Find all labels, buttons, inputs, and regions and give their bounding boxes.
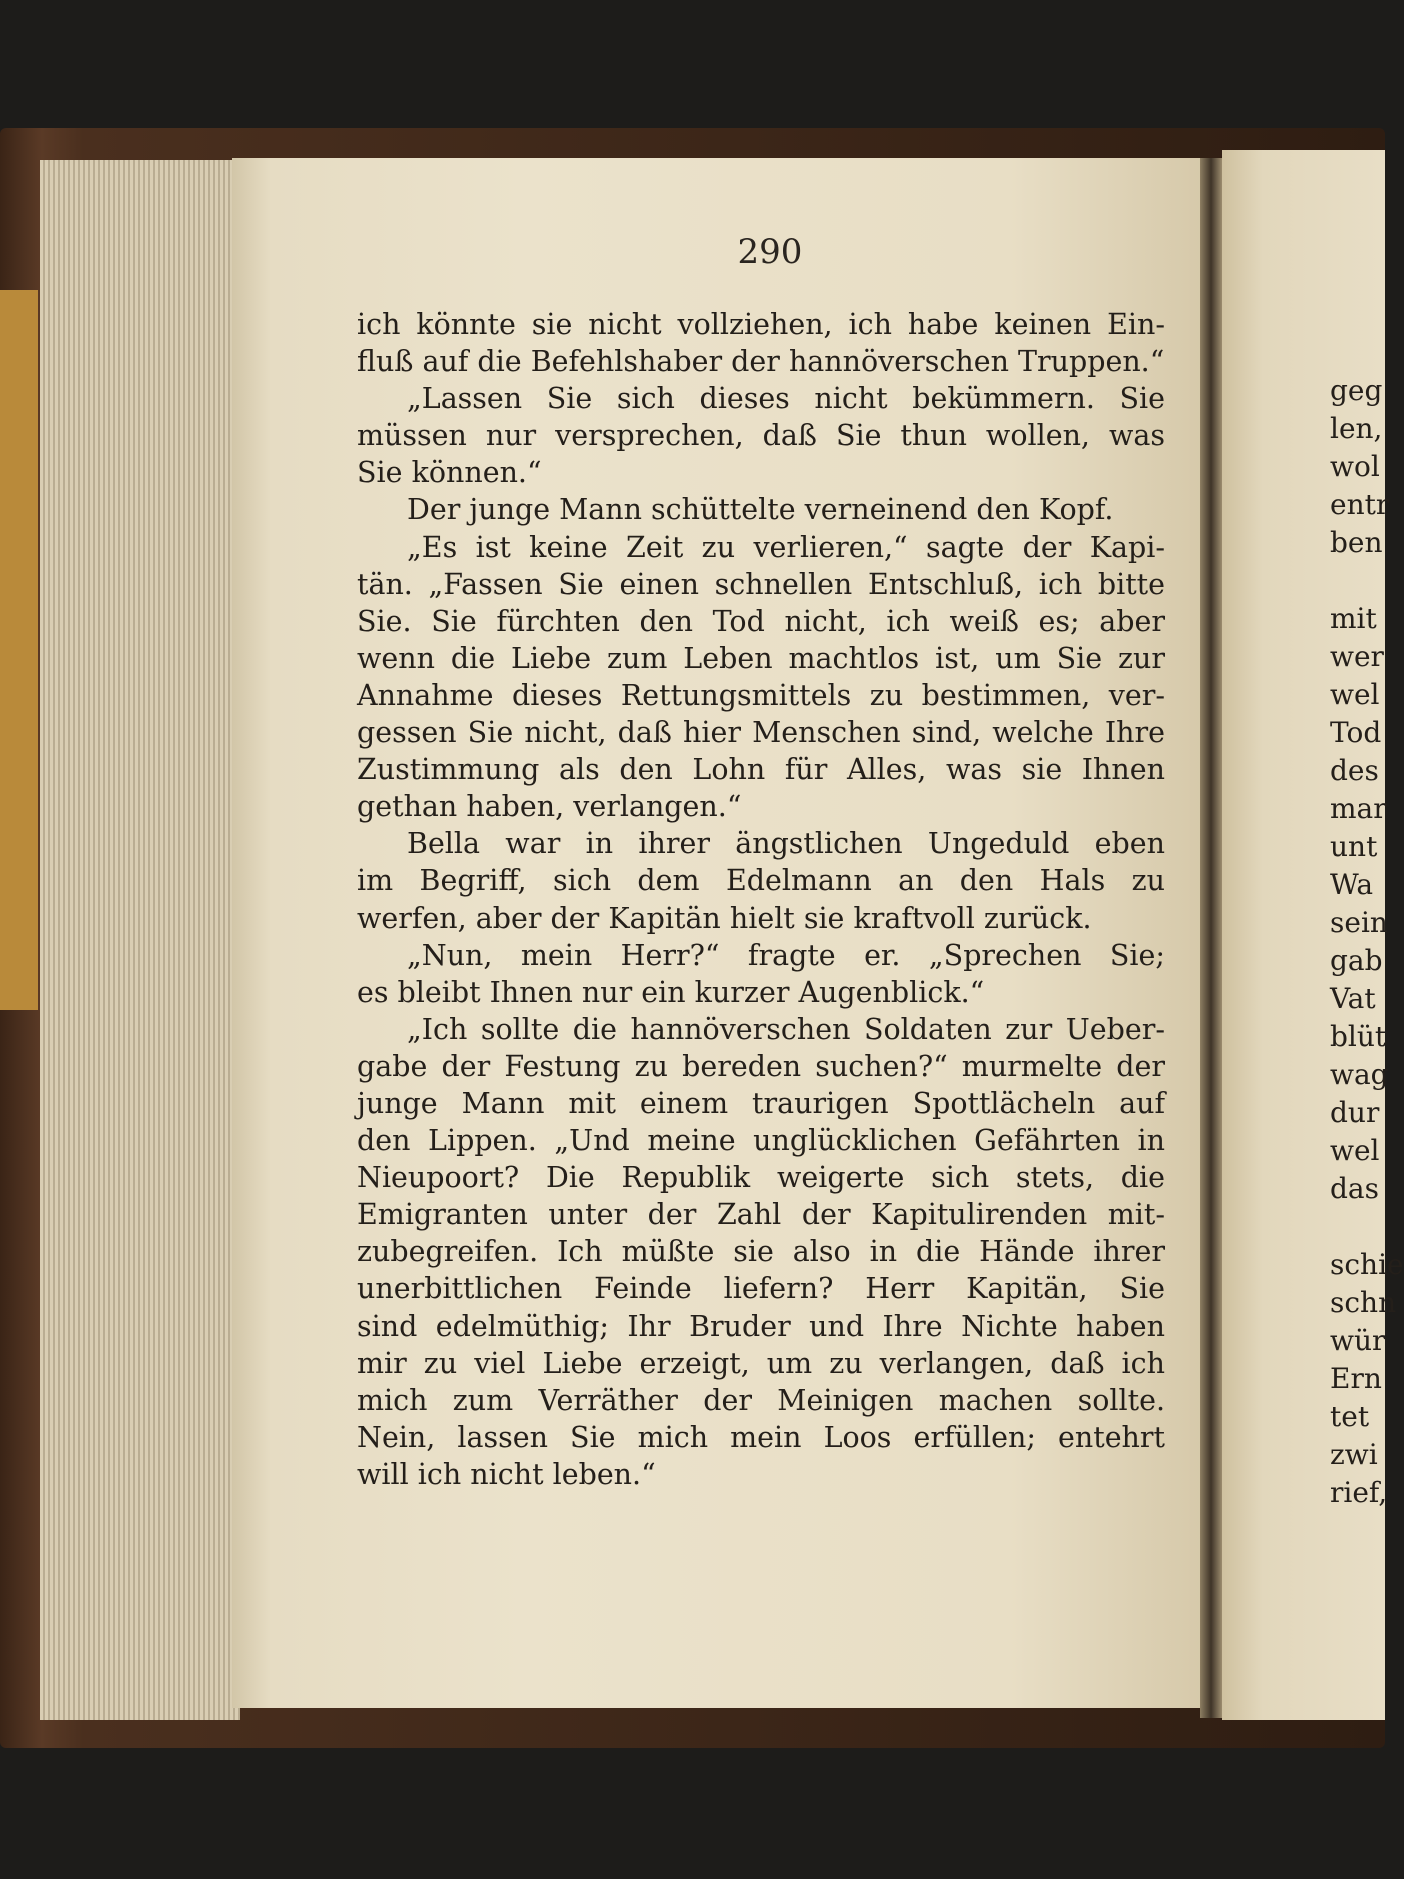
text-line: Zustimmung als den Lohn für Alles, was sie Ihnen <box>357 753 1165 787</box>
facing-text-line: entr <box>1330 488 1390 521</box>
facing-text-line: Wa <box>1330 868 1374 901</box>
facing-text-line: wel <box>1330 1134 1380 1167</box>
facing-text-line: gab <box>1330 944 1383 977</box>
facing-text-line: tet <box>1330 1400 1370 1433</box>
text-line: ich könnte sie nicht vollziehen, ich habe keinen Ein- <box>357 308 1165 341</box>
facing-text-line: wag <box>1330 1058 1389 1091</box>
text-line: sind edelmüthig; Ihr Bruder und Ihre Nichte haben <box>357 1309 1165 1343</box>
facing-text-line: zwi <box>1330 1438 1378 1471</box>
facing-text-line: wol <box>1330 450 1380 483</box>
text-line: Sie können.“ <box>357 456 542 490</box>
facing-text-line: len, <box>1330 412 1383 445</box>
text-line: im Begriff, sich dem Edelmann an den Hals zu <box>357 864 1165 898</box>
text-line: tän. „Fassen Sie einen schnellen Entschluß, ich bitte <box>357 567 1165 601</box>
facing-text-line: wer <box>1330 640 1384 673</box>
facing-text-line: dur <box>1330 1096 1380 1129</box>
page-edges <box>40 160 240 1720</box>
facing-text-line: schn <box>1330 1286 1397 1319</box>
facing-text-line: rief, <box>1330 1476 1388 1509</box>
text-line: werfen, aber der Kapitän hielt sie kraftvoll zurück. <box>357 901 1092 935</box>
text-line: fluß auf die Befehlshaber der hannöverschen Truppen.“ <box>357 345 1165 379</box>
facing-text-line: das <box>1330 1172 1379 1205</box>
facing-text-line: schie <box>1330 1248 1404 1281</box>
facing-text-line: Vat <box>1330 982 1376 1015</box>
text-line: Bella war in ihrer ängstlichen Ungeduld eben <box>407 827 1165 861</box>
text-line: zubegreifen. Ich müßte sie also in die Hände ihrer <box>357 1235 1165 1269</box>
facing-text-line: unt <box>1330 830 1378 863</box>
text-line: Sie. Sie fürchten den Tod nicht, ich weiß es; aber <box>357 604 1165 638</box>
text-line: Nein, lassen Sie mich mein Loos erfüllen; entehrt <box>357 1420 1165 1454</box>
facing-text-line: geg <box>1330 374 1383 407</box>
text-line: gabe der Festung zu bereden suchen?“ murmelte der <box>357 1049 1165 1083</box>
text-line: gessen Sie nicht, daß hier Menschen sind, welche Ihre <box>357 716 1165 750</box>
text-line: den Lippen. „Und meine unglücklichen Gefährten in <box>357 1124 1165 1158</box>
text-line: unerbittlichen Feinde liefern? Herr Kapitän, Sie <box>357 1272 1165 1306</box>
text-line: mir zu viel Liebe erzeigt, um zu verlangen, daß ich <box>357 1346 1165 1380</box>
text-line: müssen nur versprechen, daß Sie thun wollen, was <box>357 419 1165 453</box>
facing-text-line: blüt <box>1330 1020 1387 1053</box>
page-number: 290 <box>737 232 803 272</box>
text-line: „Nun, mein Herr?“ fragte er. „Sprechen Sie; <box>407 938 1165 972</box>
text-line: „Es ist keine Zeit zu verlieren,“ sagte der Kapi- <box>407 530 1165 564</box>
text-line: Emigranten unter der Zahl der Kapitulirenden mit- <box>357 1198 1165 1232</box>
facing-text-line: wür <box>1330 1324 1386 1357</box>
facing-text-line: mit <box>1330 602 1377 635</box>
facing-text-line: Ern <box>1330 1362 1382 1395</box>
facing-text-line: sein <box>1330 906 1388 939</box>
book-gutter <box>1200 158 1222 1718</box>
text-line: „Lassen Sie sich dieses nicht bekümmern. Sie <box>407 382 1165 416</box>
facing-text-line: des <box>1330 754 1379 787</box>
text-line: mich zum Verräther der Meinigen machen sollte. <box>357 1383 1165 1417</box>
facing-text-line: Tod <box>1330 716 1382 749</box>
facing-text-line: mar <box>1330 792 1387 825</box>
text-line: „Ich sollte die hannöverschen Soldaten zur Ueber- <box>407 1012 1165 1046</box>
facing-page-text <box>1330 372 1404 1512</box>
text-line: will ich nicht leben.“ <box>357 1457 656 1491</box>
text-line: Nieupoort? Die Republik weigerte sich stets, die <box>357 1161 1165 1195</box>
page-body-text <box>357 306 1165 1493</box>
text-line: gethan haben, verlangen.“ <box>357 790 742 824</box>
text-line: Der junge Mann schüttelte verneinend den Kopf. <box>407 493 1114 527</box>
text-line: Annahme dieses Rettungsmittels zu bestimmen, ver- <box>357 678 1165 712</box>
cover-edge-label <box>0 290 38 1010</box>
facing-text-line: wel <box>1330 678 1380 711</box>
facing-text-line: ben <box>1330 526 1383 559</box>
text-line: es bleibt Ihnen nur ein kurzer Augenblick.“ <box>357 975 985 1009</box>
text-line: junge Mann mit einem traurigen Spottlächeln auf <box>357 1086 1165 1120</box>
text-line: wenn die Liebe zum Leben machtlos ist, um Sie zur <box>357 641 1165 675</box>
